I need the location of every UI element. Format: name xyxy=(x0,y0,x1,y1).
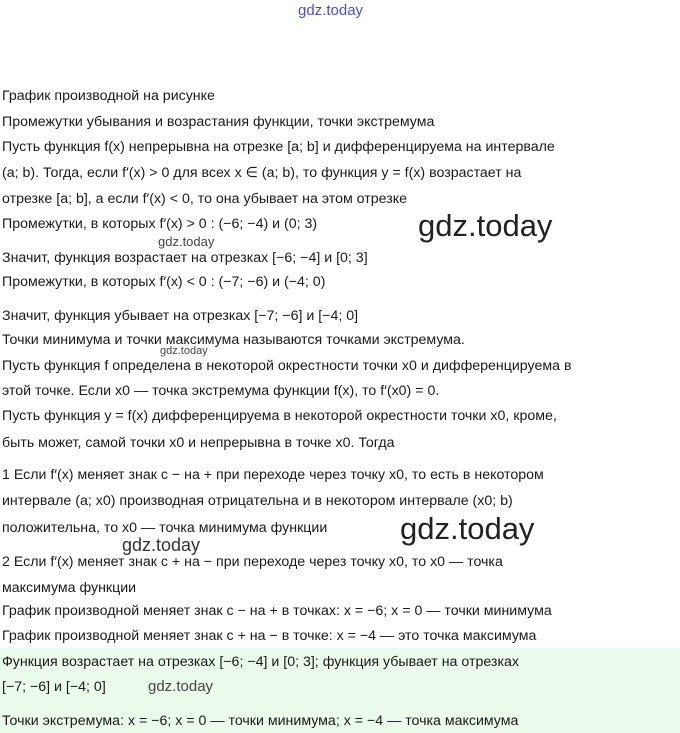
text-line: Пусть функция f(x) непрерывна на отрезке [a; b] и дифференцируема на интервале xyxy=(2,139,555,155)
text-line: График производной на рисунке xyxy=(2,88,215,104)
text-line: отрезке [a; b], а если f′(x) < 0, то она убывает на этом отрезке xyxy=(2,191,407,207)
text-line: Значит, функция возрастает на отрезках [−6; −4] и [0; 3] xyxy=(2,250,368,266)
text-line: интервале (a; x0) производная отрицательна и в некотором интервале (x0; b) xyxy=(2,493,513,509)
text-line: Пусть функция y = f(x) дифференцируема в некоторой окрестности точки x0, кроме, xyxy=(2,408,557,424)
watermark-large: gdz.today xyxy=(400,511,535,546)
text-line: положительна, то x0 — точка минимума функции xyxy=(2,520,328,536)
text-line: (a; b). Тогда, если f′(x) > 0 для всех x ∈ (a; b), то функция y = f(x) возрастает на xyxy=(2,165,522,181)
text-line: График производной меняет знак с + на − в точке: x = −4 — это точка максимума xyxy=(2,628,537,644)
watermark-small: gdz.today xyxy=(160,345,208,357)
text-line: Пусть функция f определена в некоторой окрестности точки x0 и дифференцируема в xyxy=(2,358,572,374)
watermark-small: gdz.today xyxy=(148,678,214,695)
text-line: График производной меняет знак с − на + в точках: x = −6; x = 0 — точки минимума xyxy=(2,603,552,619)
text-line: быть может, самой точки x0 и непрерывна в точке x0. Тогда xyxy=(2,435,395,451)
watermark-top: gdz.today xyxy=(298,2,364,19)
text-line: 2 Если f′(x) меняет знак с + на − при переходе через точку x0, то x0 — точка xyxy=(2,554,503,570)
text-line: Промежутки, в которых f′(x) > 0 : (−6; −4) и (0; 3) xyxy=(2,216,318,232)
text-line: этой точке. Если x0 — точка экстремума функции f(x), то f′(x0) = 0. xyxy=(2,383,440,399)
answer-line: Точки экстремума: x = −6; x = 0 — точки минимума; x = −4 — точка максимума xyxy=(2,713,519,729)
text-line: Промежутки убывания и возрастания функции, точки экстремума xyxy=(2,114,435,130)
text-line: Точки минимума и точки максимума называются точками экстремума. xyxy=(2,332,465,348)
text-line: Промежутки, в которых f′(x) < 0 : (−7; −6) и (−4; 0) xyxy=(2,274,326,290)
answer-line: [−7; −6] и [−4; 0] xyxy=(2,679,106,695)
text-line: 1 Если f′(x) меняет знак с − на + при переходе через точку x0, то есть в некотором xyxy=(2,467,544,483)
watermark-large: gdz.today xyxy=(418,208,553,243)
watermark-medium: gdz.today xyxy=(122,535,201,555)
text-line: Значит, функция убывает на отрезках [−7; −6] и [−4; 0] xyxy=(2,308,359,324)
watermark-small: gdz.today xyxy=(158,234,215,249)
answer-line: Функция возрастает на отрезках [−6; −4] и [0; 3]; функция убывает на отрезках xyxy=(2,654,519,670)
text-line: максимума функции xyxy=(2,580,137,596)
